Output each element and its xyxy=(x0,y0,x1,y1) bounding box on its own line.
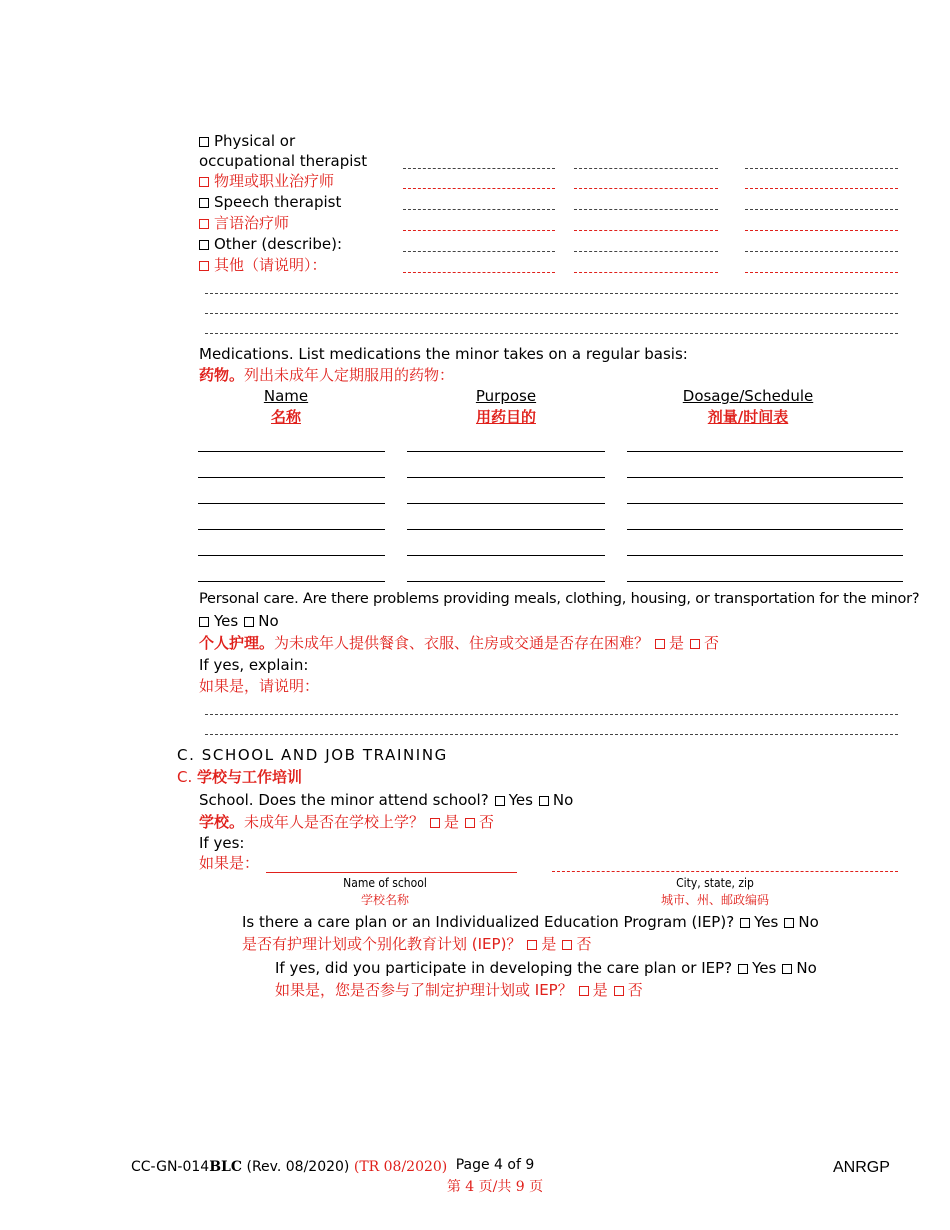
checkbox-no-zh[interactable] xyxy=(465,818,475,828)
speech-therapist-option-zh[interactable]: 言语治疗师 xyxy=(199,216,289,231)
checkbox-no[interactable] xyxy=(782,964,792,974)
section-c-heading: C. SCHOOL AND JOB TRAINING xyxy=(177,746,448,764)
checkbox-yes-zh[interactable] xyxy=(430,818,440,828)
checkbox-yes-zh[interactable] xyxy=(655,639,665,649)
med-purpose-line-5[interactable] xyxy=(407,555,605,556)
checkbox-no-zh[interactable] xyxy=(562,940,572,950)
personal-care-explain-zh: 如果是，请说明： xyxy=(199,677,320,695)
other-therapist-option-zh[interactable]: 其他（请说明）： xyxy=(199,258,327,273)
med-dosage-line-1[interactable] xyxy=(627,451,903,452)
med-name-line-5[interactable] xyxy=(198,555,385,556)
med-purpose-line-6[interactable] xyxy=(407,581,605,582)
speech-therapist-option[interactable]: Speech therapist xyxy=(199,195,341,210)
school-name-field[interactable] xyxy=(266,872,517,873)
form-id: CC-GN-014BLC (Rev. 08/2020) (TR 08/2020) xyxy=(131,1159,448,1175)
physical-therapist-option[interactable]: Physical or xyxy=(199,134,295,149)
city-caption-zh: 城市、州、邮政编码 xyxy=(660,893,769,907)
speech-field-3[interactable] xyxy=(745,209,898,210)
other-field-zh-1[interactable] xyxy=(403,272,555,273)
checkbox-yes[interactable] xyxy=(738,964,748,974)
participate-question: If yes, did you participate in developing the care plan or IEP? Yes No xyxy=(275,959,817,977)
med-name-line-4[interactable] xyxy=(198,529,385,530)
med-dosage-line-2[interactable] xyxy=(627,477,903,478)
speech-field-1[interactable] xyxy=(403,209,555,210)
col-name-header: Name xyxy=(263,387,309,405)
checkbox-no[interactable] xyxy=(244,617,254,627)
medications-intro: Medications. List medications the minor takes on a regular basis: xyxy=(199,345,688,363)
checkbox[interactable] xyxy=(199,137,209,147)
page-number-zh: 第 4 页/共 9 页 xyxy=(446,1179,544,1195)
checkbox[interactable] xyxy=(199,261,209,271)
checkbox[interactable] xyxy=(199,219,209,229)
checkbox-yes[interactable] xyxy=(740,918,750,928)
checkbox-yes[interactable] xyxy=(199,617,209,627)
physical-field-zh-3[interactable] xyxy=(745,188,898,189)
other-therapist-option[interactable]: Other (describe): xyxy=(199,237,342,252)
col-purpose-header: Purpose xyxy=(475,387,537,405)
city-state-zip-field[interactable] xyxy=(552,871,898,872)
school-name-caption: Name of school xyxy=(343,876,427,890)
speech-field-zh-3[interactable] xyxy=(745,230,898,231)
checkbox[interactable] xyxy=(199,177,209,187)
med-purpose-line-1[interactable] xyxy=(407,451,605,452)
physical-field-zh-1[interactable] xyxy=(403,188,555,189)
col-purpose-header-zh: 用药目的 xyxy=(475,408,536,426)
checkbox-no[interactable] xyxy=(784,918,794,928)
checkbox-no[interactable] xyxy=(539,796,549,806)
checkbox[interactable] xyxy=(199,240,209,250)
form-code: ANRGP xyxy=(833,1159,890,1176)
med-dosage-line-5[interactable] xyxy=(627,555,903,556)
med-dosage-line-6[interactable] xyxy=(627,581,903,582)
med-purpose-line-4[interactable] xyxy=(407,529,605,530)
other-describe-line-2[interactable] xyxy=(205,313,898,314)
physical-field-zh-2[interactable] xyxy=(574,188,718,189)
other-describe-line-3[interactable] xyxy=(205,333,898,334)
med-purpose-line-3[interactable] xyxy=(407,503,605,504)
personal-care-explain: If yes, explain: xyxy=(199,656,309,674)
col-name-header-zh: 名称 xyxy=(270,408,301,426)
physical-therapist-option-zh[interactable]: 物理或职业治疗师 xyxy=(199,174,334,189)
physical-therapist-label-2: occupational therapist xyxy=(199,152,368,170)
med-name-line-6[interactable] xyxy=(198,581,385,582)
physical-field-3[interactable] xyxy=(745,168,898,169)
speech-field-2[interactable] xyxy=(574,209,718,210)
other-describe-line-1[interactable] xyxy=(205,293,898,294)
med-dosage-line-4[interactable] xyxy=(627,529,903,530)
checkbox-yes[interactable] xyxy=(495,796,505,806)
page-number: Page 4 of 9 xyxy=(455,1157,535,1173)
col-dosage-header-zh: 剂量/时间表 xyxy=(707,408,789,426)
city-caption: City, state, zip xyxy=(676,876,754,890)
other-field-2[interactable] xyxy=(574,251,718,252)
participate-question-zh: 如果是，您是否参与了制定护理计划或 IEP？ 是 否 xyxy=(275,981,643,999)
explain-line-2[interactable] xyxy=(205,734,898,735)
med-name-line-2[interactable] xyxy=(198,477,385,478)
other-field-zh-3[interactable] xyxy=(745,272,898,273)
med-name-line-1[interactable] xyxy=(198,451,385,452)
med-dosage-line-3[interactable] xyxy=(627,503,903,504)
checkbox-no-zh[interactable] xyxy=(614,986,624,996)
checkbox[interactable] xyxy=(199,198,209,208)
section-c-heading-zh: C. 学校与工作培训 xyxy=(177,768,303,786)
school-name-caption-zh: 学校名称 xyxy=(360,893,409,907)
other-field-1[interactable] xyxy=(403,251,555,252)
other-field-3[interactable] xyxy=(745,251,898,252)
checkbox-yes-zh[interactable] xyxy=(527,940,537,950)
iep-question: Is there a care plan or an Individualized Education Program (IEP)? Yes No xyxy=(242,913,819,931)
checkbox-no-zh[interactable] xyxy=(690,639,700,649)
school-question: School. Does the minor attend school? Yes No xyxy=(199,791,574,809)
col-dosage-header: Dosage/Schedule xyxy=(682,387,814,405)
if-yes-label-zh: 如果是： xyxy=(199,854,260,872)
med-purpose-line-2[interactable] xyxy=(407,477,605,478)
medications-intro-zh: 药物。列出未成年人定期服用的药物： xyxy=(199,366,455,384)
explain-line-1[interactable] xyxy=(205,714,898,715)
speech-field-zh-2[interactable] xyxy=(574,230,718,231)
iep-question-zh: 是否有护理计划或个别化教育计划 (IEP)？ 是 否 xyxy=(242,935,592,953)
speech-field-zh-1[interactable] xyxy=(403,230,555,231)
physical-field-1[interactable] xyxy=(403,168,555,169)
personal-care-yes-no[interactable]: Yes No xyxy=(199,614,279,629)
if-yes-label: If yes: xyxy=(199,834,245,852)
school-question-zh: 学校。未成年人是否在学校上学？ 是 否 xyxy=(199,813,495,831)
other-field-zh-2[interactable] xyxy=(574,272,718,273)
checkbox-yes-zh[interactable] xyxy=(579,986,589,996)
physical-field-2[interactable] xyxy=(574,168,718,169)
personal-care-question-zh: 个人护理。为未成年人提供餐食、衣服、住房或交通是否存在困难？ 是 否 xyxy=(199,634,720,652)
personal-care-question: Personal care. Are there problems providing meals, clothing, housing, or transportation for the minor? xyxy=(199,591,920,607)
med-name-line-3[interactable] xyxy=(198,503,385,504)
